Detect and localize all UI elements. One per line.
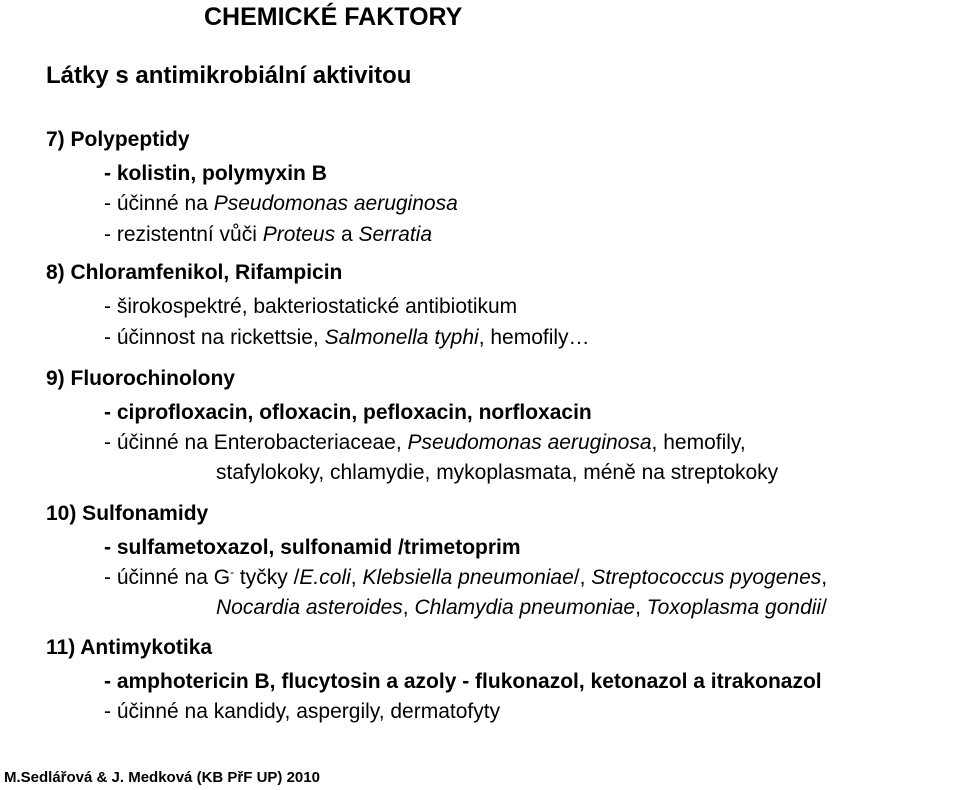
section-heading-sulfonamidy: 10) Sulfonamidy [46,502,209,525]
section-heading-fluorochinolony: 9) Fluorochinolony [46,367,235,390]
section-line: - kolistin, polymyxin B [104,162,327,185]
section-line: - ciprofloxacin, ofloxacin, pefloxacin, norfloxacin [104,401,592,424]
section-line: stafylokoky, chlamydie, mykoplasmata, méně na streptokoky [216,461,779,484]
section-heading-antimykotika: 11) Antimykotika [46,636,213,659]
section-line: - širokospektré, bakteriostatické antibiotikum [104,295,518,318]
page-title: CHEMICKÉ FAKTORY [204,3,463,31]
footer-credit: M.Sedlářová & J. Medková (KB PřF UP) 2010 [4,769,320,786]
section-line: - účinné na kandidy, aspergily, dermatofyty [104,700,501,723]
section-line: - účinnost na rickettsie, Salmonella typhi, hemofily… [104,326,590,349]
section-heading-chloramfenikol: 8) Chloramfenikol, Rifampicin [46,261,343,284]
section-line: - amphotericin B, flucytosin a azoly - flukonazol, ketonazol a itrakonazol [104,670,822,693]
section-heading-polypeptidy: 7) Polypeptidy [46,128,190,151]
section-line: - sulfametoxazol, sulfonamid /trimetoprim [104,536,521,559]
section-line: - účinné na G- tyčky /E.coli, Klebsiella pneumoniae/, Streptococcus pyogenes, [104,565,828,589]
section-line: Nocardia asteroides, Chlamydia pneumoniae, Toxoplasma gondii/ [216,596,827,619]
page-subtitle: Látky s antimikrobiální aktivitou [46,62,412,89]
section-line: - účinné na Pseudomonas aeruginosa [104,192,458,215]
section-line: - rezistentní vůči Proteus a Serratia [104,223,432,246]
section-line: - účinné na Enterobacteriaceae, Pseudomonas aeruginosa, hemofily, [104,431,746,454]
